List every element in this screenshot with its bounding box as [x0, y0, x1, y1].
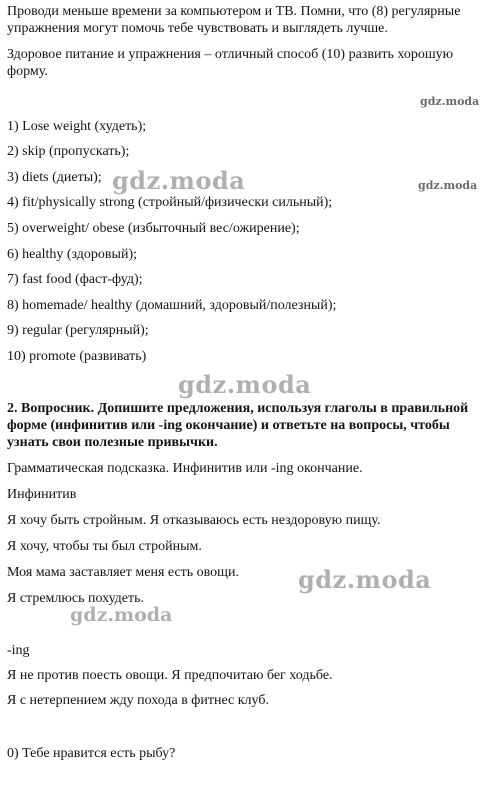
- infinitive-example-2: Я хочу, чтобы ты был стройным.: [7, 539, 202, 554]
- watermark: gdz.moda: [418, 179, 478, 192]
- watermark: gdz.moda: [70, 604, 173, 626]
- ing-example-1: Я не против поесть овощи. Я предпочитаю бег ходьбе.: [7, 668, 333, 683]
- intro-line-3: Здоровое питание и упражнения – отличный способ (10) развить хорошую: [7, 47, 454, 62]
- grammar-hint: Грамматическая подсказка. Инфинитив или -ing окончание.: [7, 461, 363, 476]
- ing-heading: -ing: [7, 643, 30, 658]
- infinitive-heading: Инфинитив: [7, 487, 77, 502]
- task-line-1: 2. Вопросник. Допишите предложения, используя глаголы в правильной: [7, 401, 469, 416]
- infinitive-example-1: Я хочу быть стройным. Я отказываюсь есть нездоровую пищу.: [7, 513, 381, 528]
- vocab-item-1: 1) Lose weight (худеть);: [7, 119, 147, 134]
- infinitive-example-4: Я стремлюсь похудеть.: [7, 591, 145, 606]
- task-line-3: узнать свои полезные привычки.: [7, 435, 218, 450]
- watermark: gdz.moda: [298, 565, 432, 594]
- vocab-item-9: 9) regular (регулярный);: [7, 323, 149, 338]
- watermark: gdz.moda: [112, 166, 246, 195]
- task-line-2: форме (инфинитив или -ing окончание) и ответьте на вопросы, чтобы: [7, 418, 450, 433]
- watermark: gdz.moda: [420, 95, 480, 108]
- intro-line-4: форму.: [7, 64, 48, 79]
- vocab-item-2: 2) skip (пропускать);: [7, 144, 130, 159]
- question-0: 0) Тебе нравится есть рыбу?: [7, 746, 176, 761]
- vocab-item-5: 5) overweight/ obese (избыточный вес/ожирение);: [7, 221, 300, 236]
- vocab-item-10: 10) promote (развивать): [7, 349, 147, 364]
- ing-example-2: Я с нетерпением жду похода в фитнес клуб.: [7, 693, 269, 708]
- intro-line-2: упражнения могут помочь тебе чувствовать и выглядеть лучше.: [7, 21, 388, 36]
- vocab-item-3: 3) diets (диеты);: [7, 170, 102, 185]
- vocab-item-7: 7) fast food (фаст-фуд);: [7, 272, 143, 287]
- vocab-item-6: 6) healthy (здоровый);: [7, 247, 137, 262]
- vocab-item-4: 4) fit/physically strong (стройный/физически сильный);: [7, 195, 333, 210]
- watermark: gdz.moda: [178, 370, 312, 399]
- vocab-item-8: 8) homemade/ healthy (домашний, здоровый/полезный);: [7, 298, 337, 313]
- intro-line-1: Проводи меньше времени за компьютером и ТВ. Помни, что (8) регулярные: [7, 4, 461, 19]
- infinitive-example-3: Моя мама заставляет меня есть овощи.: [7, 565, 239, 580]
